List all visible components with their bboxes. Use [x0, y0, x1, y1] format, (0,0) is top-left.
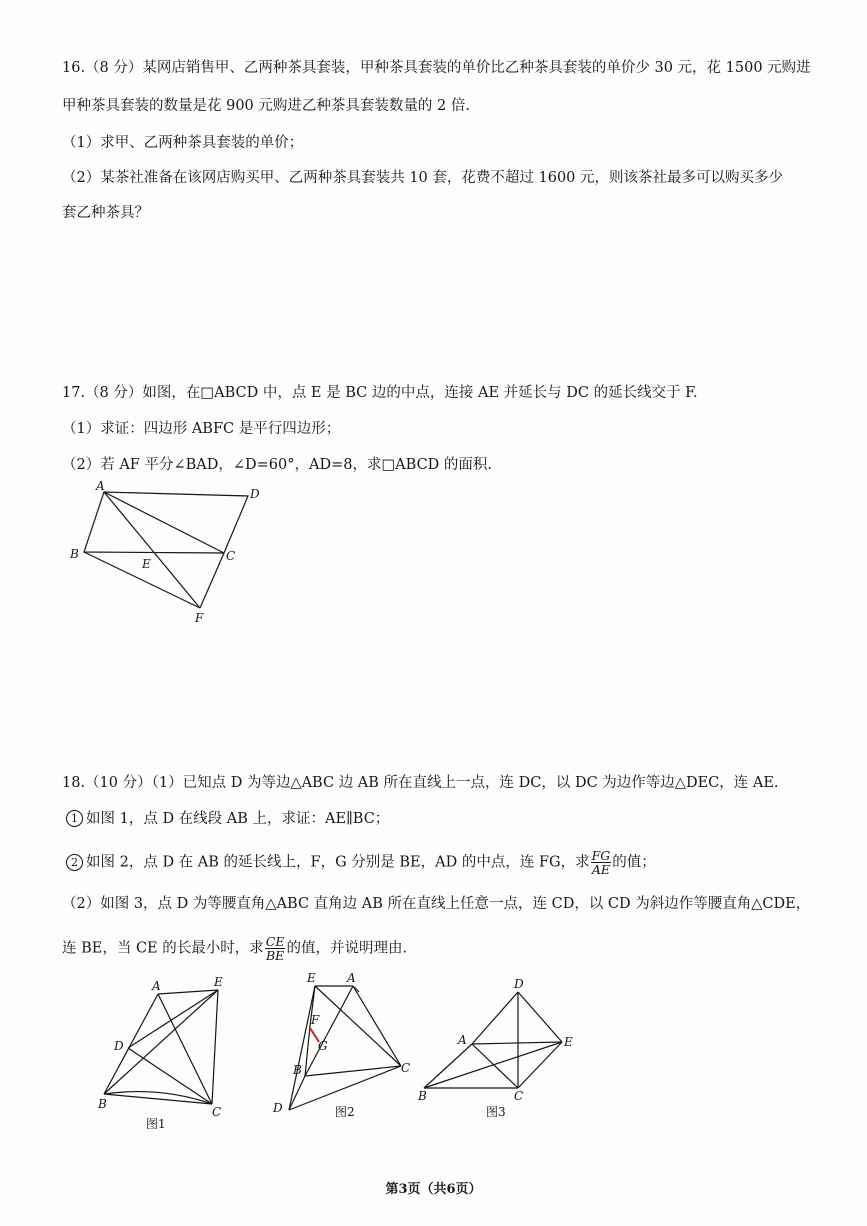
fig2-label-b: B [293, 1063, 302, 1077]
q16-stem-line2: 甲种茶具套装的数量是花 900 元购进乙种茶具套装数量的 2 倍. [62, 98, 470, 114]
fig2-label-g: G [318, 1039, 328, 1053]
fig1-label-c: C [212, 1105, 222, 1119]
q17-figure [60, 478, 280, 628]
q17-label-c: C [226, 549, 236, 563]
q17-label-a: A [96, 479, 105, 493]
fig1-label-d: D [114, 1039, 124, 1053]
q17-part2: （2）若 AF 平分∠BAD，∠D=60°，AD=8，求□ABCD 的面积. [62, 457, 493, 473]
q17-label-f: F [195, 611, 204, 625]
fig3-caption: 图3 [486, 1105, 506, 1119]
q18-sub2-text: 如图 2，点 D 在 AB 的延长线上，F，G 分别是 BE，AD 的中点，连 FG，求 [86, 854, 590, 871]
fraction-denominator: BE [265, 948, 285, 963]
fig2-caption: 图2 [335, 1105, 355, 1119]
fraction-fg-ae [591, 849, 612, 876]
fig3-label-e: E [564, 1035, 573, 1049]
q17-label-b: B [70, 547, 79, 561]
q18-sub2-end: 的值； [612, 854, 656, 871]
circle-marker-2: 2 [66, 854, 83, 871]
q16-stem-line1: 16.（8 分）某网店销售甲、乙两种茶具套装，甲种茶具套装的单价比乙种茶具套装的单价少 30 元，花 1500 元购进 [62, 60, 811, 76]
fig1-label-a: A [152, 979, 161, 993]
fig2-label-f: F [311, 1013, 320, 1027]
page-footer: 第3页（共6页） [385, 1182, 482, 1197]
q18-part2-end: 的值，并说明理由. [286, 940, 408, 957]
fig3-label-d: D [514, 977, 524, 991]
q18-sub2 [66, 849, 656, 876]
q17-stem: 17.（8 分）如图，在□ABCD 中，点 E 是 BC 边的中点，连接 AE 并延长与 DC 的延长线交于 F. [62, 385, 698, 401]
q18-figure-3 [410, 972, 590, 1122]
q16-part2-line2: 套乙种茶具？ [62, 205, 149, 221]
q16-part2-line1: （2）某茶社准备在该网店购买甲、乙两种茶具套装共 10 套，花费不超过 1600 元，则该茶社最多可以购买多少 [62, 170, 784, 186]
q17-part1: （1）求证：四边形 ABFC 是平行四边形； [62, 421, 341, 437]
fig1-caption: 图1 [146, 1117, 166, 1131]
fig3-label-c: C [514, 1089, 524, 1103]
fig3-label-b: B [418, 1089, 427, 1103]
fraction-denominator: AE [591, 862, 610, 877]
q17-label-e: E [142, 557, 151, 571]
fig2-label-d: D [273, 1101, 283, 1115]
q18-part2-line1: （2）如图 3，点 D 为等腰直角△ABC 直角边 AB 所在直线上任意一点，连 CD，以 CD 为斜边作等腰直角△CDE， [62, 896, 811, 912]
fig1-label-e: E [214, 975, 223, 989]
circle-marker-1: 1 [66, 810, 83, 827]
fig2-label-e: E [307, 971, 316, 985]
fraction-numerator: FG [591, 848, 611, 863]
q18-figure-1 [90, 970, 250, 1135]
q18-figure-2 [265, 966, 425, 1126]
q18-stem: 18.（10 分）（1）已知点 D 为等边△ABC 边 AB 所在直线上一点，连 DC，以 DC 为边作等边△DEC，连 AE. [62, 775, 779, 791]
q17-label-d: D [250, 487, 260, 501]
q18-part2-text: 连 BE，当 CE 的长最小时，求 [62, 940, 264, 957]
q18-part2-line2 [62, 935, 407, 962]
fraction-numerator: CE [265, 934, 285, 949]
fig2-label-c: C [401, 1061, 411, 1075]
fraction-ce-be [265, 935, 286, 962]
fig2-label-a: A [347, 971, 356, 985]
q18-sub1-text: 如图 1，点 D 在线段 AB 上，求证：AE∥BC； [86, 811, 390, 827]
fig3-label-a: A [458, 1033, 467, 1047]
fig1-label-b: B [98, 1097, 107, 1111]
q16-part1: （1）求甲、乙两种茶具套装的单价； [62, 135, 304, 151]
q18-sub1 [66, 809, 389, 829]
